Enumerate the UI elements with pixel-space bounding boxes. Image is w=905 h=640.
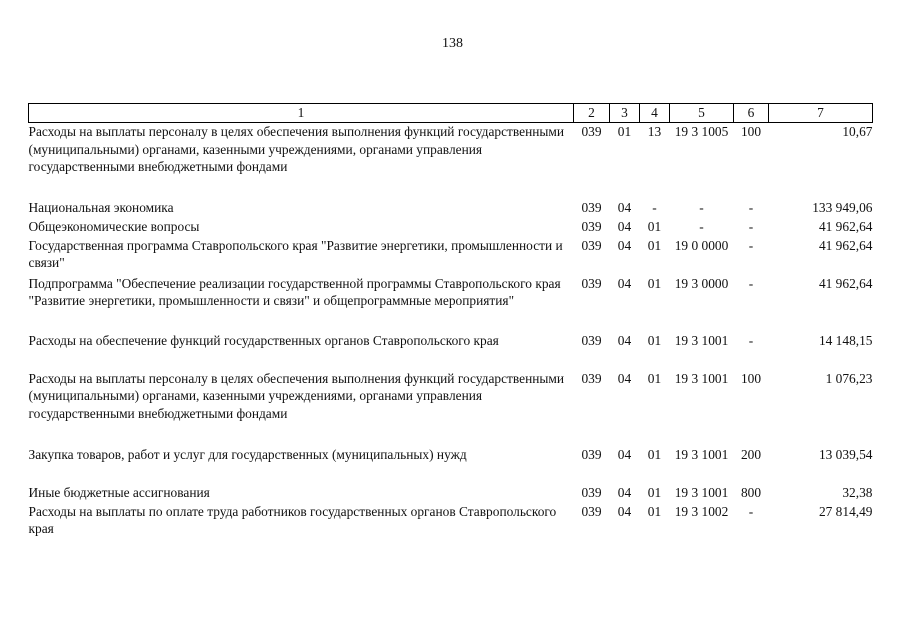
row-vr: - (748, 332, 754, 348)
table-row (29, 123, 873, 199)
row-rz: 04 (617, 484, 632, 500)
row-csr: 19 3 1005 (674, 124, 729, 139)
row-name: Подпрограмма "Обеспечение реализации государственной программы Ставропольского края "Развитие энергетики, промышленности и связи" и общепрограммные мероприятия" (28, 275, 561, 308)
row-name: Общеэкономические вопросы (28, 218, 200, 234)
row-name: Расходы на обеспечение функций государственных органов Ставропольского края (28, 332, 499, 348)
row-pr: 01 (647, 275, 662, 291)
row-sum: 14 148,15 (818, 332, 873, 348)
row-pr: 01 (647, 218, 662, 234)
row-vr: - (748, 237, 754, 253)
row-vr: 200 (740, 446, 762, 462)
row-sum: 41 962,64 (818, 218, 873, 234)
table-row (29, 275, 873, 332)
row-pr: 01 (647, 332, 662, 348)
header-col-ved: 2 (574, 104, 610, 123)
row-pr: 01 (647, 237, 662, 253)
row-csr: 19 3 1001 (674, 332, 729, 348)
row-csr: 19 0 0000 (674, 237, 729, 253)
row-name: Закупка товаров, работ и услуг для государственных (муниципальных) нужд (28, 446, 467, 462)
row-rz: 04 (617, 199, 632, 215)
row-sum: 1 076,23 (825, 370, 873, 386)
row-csr: - (699, 199, 704, 215)
table-row (29, 370, 873, 446)
row-csr: 19 3 1001 (674, 446, 729, 462)
row-rz: 04 (617, 237, 632, 253)
header-col-rz: 3 (610, 104, 640, 123)
budget-table (28, 103, 873, 541)
row-ved: 039 (581, 484, 602, 500)
table-row (29, 218, 873, 237)
row-name: Расходы на выплаты персоналу в целях обеспечения выполнения функций государственными (муниципальными) органами, казенными учреждениями, органами управления государственными внебюджетными фондами (28, 124, 565, 174)
row-ved: 039 (581, 199, 602, 215)
row-csr: 19 3 1001 (674, 484, 729, 500)
row-vr: - (748, 218, 754, 234)
row-vr: 100 (740, 124, 762, 139)
header-col-sum: 7 (769, 104, 873, 123)
row-ved: 039 (581, 503, 602, 519)
row-name: Расходы на выплаты по оплате труда работников государственных органов Ставропольского края (28, 503, 557, 536)
table-row (29, 446, 873, 484)
header-col-name: 1 (29, 104, 574, 123)
row-rz: 04 (617, 332, 632, 348)
row-pr: 01 (647, 370, 662, 386)
row-rz: 01 (617, 124, 632, 139)
header-col-vr: 6 (734, 104, 769, 123)
row-pr: 13 (647, 124, 662, 139)
table-header-row (29, 104, 873, 123)
row-vr: - (748, 199, 754, 215)
table-row (29, 503, 873, 541)
row-pr: - (652, 199, 657, 215)
row-sum: 27 814,49 (818, 503, 873, 519)
table-row (29, 237, 873, 275)
header-col-csr: 5 (670, 104, 734, 123)
row-ved: 039 (581, 124, 602, 139)
row-vr: - (748, 275, 754, 291)
row-csr: 19 3 1001 (674, 370, 729, 386)
row-rz: 04 (617, 503, 632, 519)
table-row (29, 199, 873, 218)
row-name: Национальная экономика (28, 199, 174, 215)
row-rz: 04 (617, 446, 632, 462)
row-sum: 41 962,64 (818, 237, 873, 253)
table-row (29, 332, 873, 370)
row-rz: 04 (617, 275, 632, 291)
page-number: 138 (442, 36, 463, 51)
table-row (29, 484, 873, 503)
row-pr: 01 (647, 446, 662, 462)
row-ved: 039 (581, 218, 602, 234)
row-sum: 41 962,64 (818, 275, 873, 291)
row-ved: 039 (581, 446, 602, 462)
row-rz: 04 (617, 218, 632, 234)
row-sum: 13 039,54 (818, 446, 873, 462)
row-name: Иные бюджетные ассигнования (28, 484, 210, 500)
row-ved: 039 (581, 275, 602, 291)
row-vr: 100 (740, 370, 762, 386)
row-pr: 01 (647, 503, 662, 519)
row-sum: 133 949,06 (812, 199, 873, 215)
header-col-pr: 4 (640, 104, 670, 123)
row-csr: 19 3 0000 (674, 275, 729, 291)
row-ved: 039 (581, 370, 602, 386)
row-vr: - (748, 503, 754, 519)
row-sum: 10,67 (842, 124, 873, 139)
row-name: Государственная программа Ставропольского края "Развитие энергетики, промышленности и связи" (28, 237, 563, 270)
row-rz: 04 (617, 370, 632, 386)
row-ved: 039 (581, 237, 602, 253)
row-name: Расходы на выплаты персоналу в целях обеспечения выполнения функций государственными (муниципальными) органами, казенными учреждениями, органами управления государственными внебюджетными фондами (28, 370, 565, 421)
row-sum: 32,38 (842, 484, 873, 500)
row-csr: - (699, 218, 704, 234)
row-vr: 800 (740, 484, 762, 500)
row-csr: 19 3 1002 (674, 503, 729, 519)
row-pr: 01 (647, 484, 662, 500)
row-ved: 039 (581, 332, 602, 348)
